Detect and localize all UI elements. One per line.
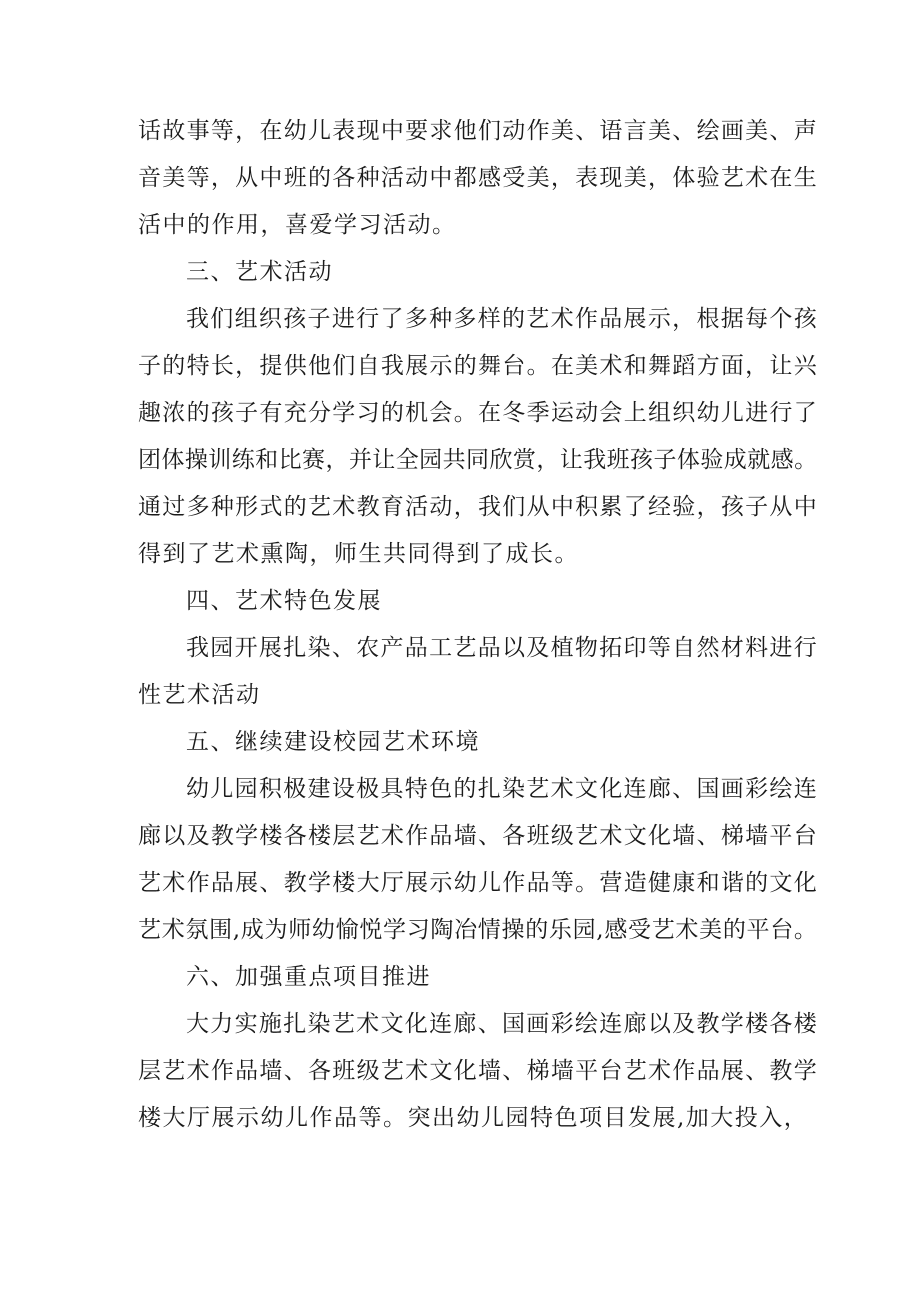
paragraph-start-line: 大力实施扎染艺术文化连廊、国画彩绘连廊以及教学楼各楼: [186, 1011, 818, 1037]
paragraph-start-line: 六、加强重点项目推进: [186, 964, 431, 990]
document-body: [138, 108, 818, 1142]
text-line: 艺术作品展、教学楼大厅展示幼儿作品等。营造健康和谐的文化: [138, 870, 818, 896]
text-line: 通过多种形式的艺术教育活动，我们从中积累了经验，孩子从中: [138, 494, 818, 520]
text-line: 艺术氛围,成为师幼愉悦学习陶冶情操的乐园,感受艺术美的平台。: [138, 917, 818, 943]
text-line: 活中的作用，喜爱学习活动。: [138, 212, 457, 238]
text-line: 廊以及教学楼各楼层艺术作品墙、各班级艺术文化墙、梯墙平台: [138, 823, 818, 849]
text-line: 得到了艺术熏陶，师生共同得到了成长。: [138, 541, 579, 567]
text-line: 音美等，从中班的各种活动中都感受美，表现美，体验艺术在生: [138, 165, 818, 191]
text-line: 话故事等，在幼儿表现中要求他们动作美、语言美、绘画美、声: [138, 118, 818, 144]
text-line: 性艺术活动: [138, 682, 261, 708]
text-line: 子的特长，提供他们自我展示的舞台。在美术和舞蹈方面，让兴: [138, 353, 818, 379]
paragraph-start-line: 我园开展扎染、农产品工艺品以及植物拓印等自然材料进行: [186, 635, 818, 661]
paragraph-start-line: 三、艺术活动: [186, 259, 333, 285]
text-line: 趣浓的孩子有充分学习的机会。在冬季运动会上组织幼儿进行了: [138, 400, 818, 426]
paragraph-start-line: 四、艺术特色发展: [186, 588, 382, 614]
text-line: 团体操训练和比赛，并让全园共同欣赏，让我班孩子体验成就感。: [138, 447, 818, 473]
paragraph-start-line: 五、继续建设校园艺术环境: [186, 729, 480, 755]
text-line: 楼大厅展示幼儿作品等。突出幼儿园特色项目发展,加大投入，: [138, 1105, 809, 1131]
paragraph-start-line: 幼儿园积极建设极具特色的扎染艺术文化连廊、国画彩绘连: [186, 776, 818, 802]
paragraph-start-line: 我们组织孩子进行了多种多样的艺术作品展示，根据每个孩: [186, 306, 818, 332]
text-line: 层艺术作品墙、各班级艺术文化墙、梯墙平台艺术作品展、教学: [138, 1058, 818, 1084]
